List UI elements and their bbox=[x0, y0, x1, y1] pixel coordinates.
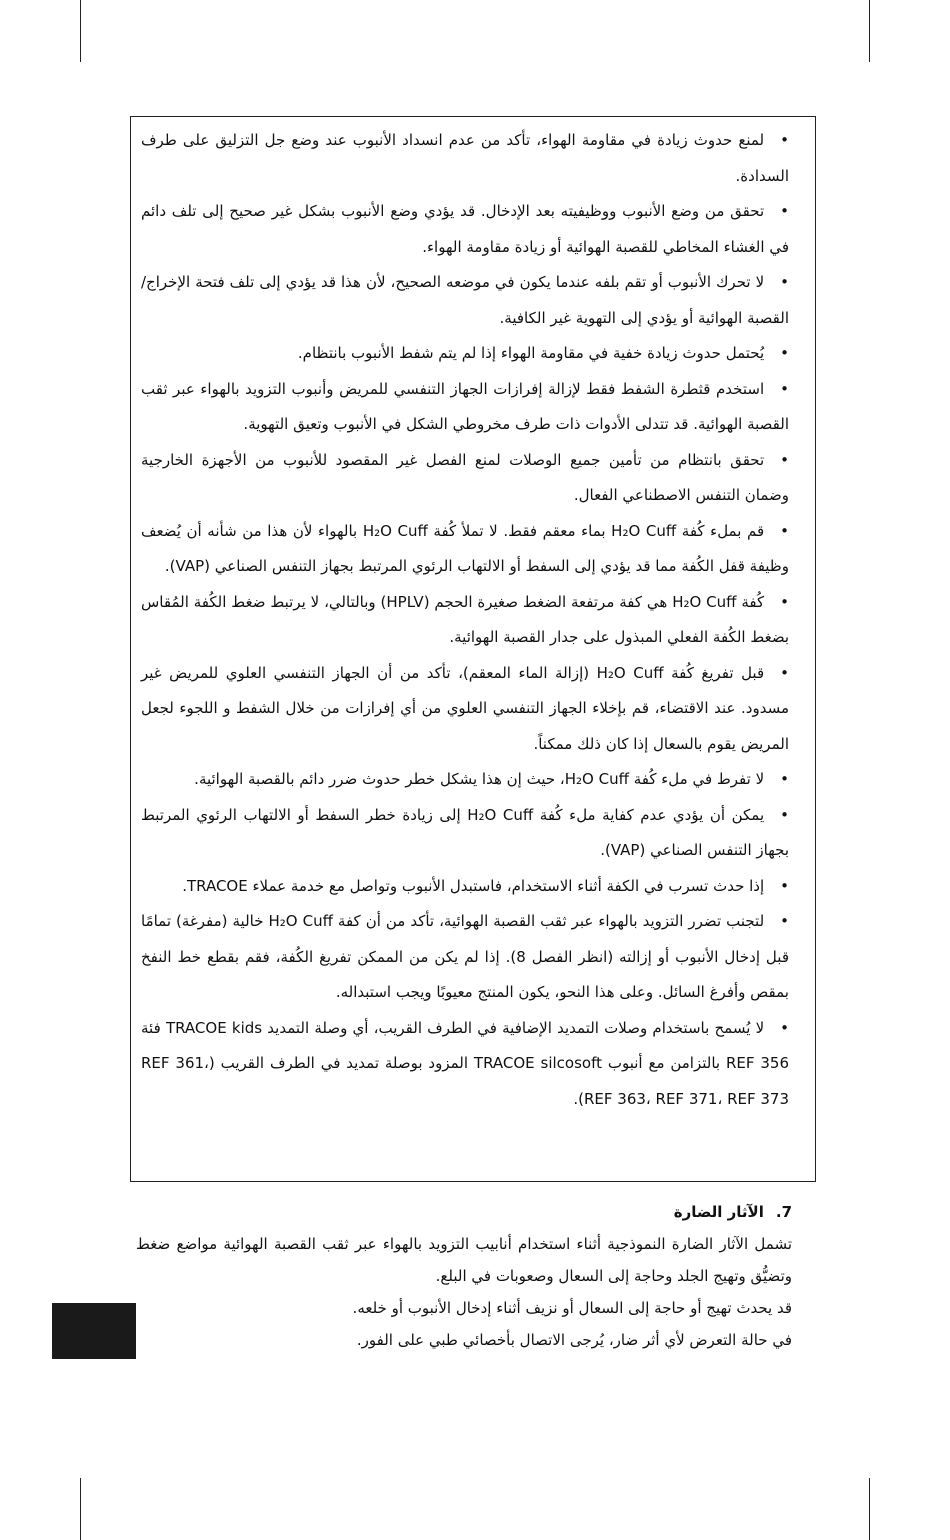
bullet-icon: • bbox=[780, 131, 789, 149]
bullet-icon: • bbox=[780, 876, 789, 895]
warning-item bbox=[141, 762, 789, 798]
bullet-icon: • bbox=[780, 1018, 789, 1037]
warning-text: يُحتمل حدوث زيادة خفية في مقاومة الهواء إذا لم يتم شفط الأنبوب بانتظام. bbox=[297, 344, 765, 362]
bullet-icon: • bbox=[780, 912, 790, 930]
section-paragraph: تشمل الآثار الضارة النموذجية أثناء استخدام أنابيب التزويد بالهواء عبر ثقب القصبة الهوائية مواضع ضغط وتضيُّق وتهيج الجلد وحاجة إلى السعال وصعوبات في البلع. bbox=[136, 1235, 792, 1285]
warning-item bbox=[141, 514, 789, 585]
warning-item bbox=[141, 904, 789, 1011]
warning-text: قم بملء كُفة H₂O Cuff بماء معقم فقط. لا تملأ كُفة H₂O Cuff بالهواء لأن هذا من شأنه أن يُضعف وظيفة قفل الكُفة مما قد يؤدي إلى السفط أو الالتهاب الرئوي المرتبط بجهاز التنفس الصناعي (VAP). bbox=[141, 521, 789, 575]
warning-text: إذا حدث تسرب في الكفة أثناء الاستخدام، فاستبدل الأنبوب وتواصل مع خدمة عملاء TRACOE. bbox=[182, 876, 765, 895]
bullet-icon: • bbox=[780, 663, 789, 682]
section-paragraph: قد يحدث تهيج أو حاجة إلى السعال أو نزيف أثناء إدخال الأنبوب أو خلعه. bbox=[352, 1299, 792, 1317]
warning-item bbox=[141, 194, 789, 265]
warning-text: لا تفرط في ملء كُفة H₂O Cuff، حيث إن هذا يشكل خطر حدوث ضرر دائم بالقصبة الهوائية. bbox=[194, 770, 765, 788]
warning-item bbox=[141, 1011, 789, 1118]
warning-text: تحقق بانتظام من تأمين جميع الوصلات لمنع الفصل غير المقصود للأنبوب من الأجهزة الخارجية وضمان التنفس الاصطناعي الفعال. bbox=[141, 450, 789, 504]
warning-text: كُفة H₂O Cuff هي كفة مرتفعة الضغط صغيرة الحجم (HPLV) وبالتالي، لا يرتبط ضغط الكُفة المُقاس بضغط الكُفة الفعلي المبذول على جدار القصبة الهوائية. bbox=[141, 592, 789, 646]
adverse-effects-section bbox=[136, 1196, 792, 1356]
crop-mark-bottom-right bbox=[869, 1478, 870, 1540]
section-paragraph: في حالة التعرض لأي أثر ضار، يُرجى الاتصال بأخصائي طبي على الفور. bbox=[356, 1331, 792, 1349]
warning-text: لا تحرك الأنبوب أو تقم بلفه عندما يكون في موضعه الصحيح، لأن هذا قد يؤدي إلى تلف فتحة الإخراج/القصبة الهوائية أو يؤدي إلى التهوية غير الكافية. bbox=[141, 273, 789, 327]
bullet-icon: • bbox=[780, 450, 789, 469]
warning-item bbox=[141, 443, 789, 514]
warning-item bbox=[141, 798, 789, 869]
bullet-icon: • bbox=[780, 379, 789, 398]
warning-item bbox=[141, 372, 789, 443]
crop-mark-top-right bbox=[869, 0, 870, 62]
page-tab-marker bbox=[52, 1303, 136, 1359]
warning-item bbox=[141, 585, 789, 656]
warning-text: لمنع حدوث زيادة في مقاومة الهواء، تأكد من عدم انسداد الأنبوب عند وضع جل التزليق على طرف السدادة. bbox=[141, 131, 789, 185]
warning-text: يمكن أن يؤدي عدم كفاية ملء كُفة H₂O Cuff إلى زيادة خطر السفط أو الالتهاب الرئوي المرتبط بجهاز التنفس الصناعي (VAP). bbox=[141, 805, 789, 859]
warning-text: لا يُسمح باستخدام وصلات التمديد الإضافية في الطرف القريب، أي وصلة التمديد TRACOE kids فئة REF 356 بالتزامن مع أنبوب TRACOE silcosoft المزود بوصلة تمديد في الطرف القريب (REF 361، REF 363، REF 371، REF 373). bbox=[141, 1018, 789, 1108]
bullet-icon: • bbox=[780, 805, 789, 824]
bullet-icon: • bbox=[780, 592, 789, 611]
bullet-icon: • bbox=[780, 770, 789, 788]
warning-text: استخدم قثطرة الشفط فقط لإزالة إفرازات الجهاز التنفسي للمريض وأنبوب التزويد بالهواء عبر ثقب القصبة الهوائية. قد تتدلى الأدوات ذات طرف مخروطي الشكل في الأنبوب وتعيق التهوية. bbox=[141, 379, 789, 433]
warning-item bbox=[141, 336, 789, 372]
warning-text: لتجنب تضرر التزويد بالهواء عبر ثقب القصبة الهوائية، تأكد من أن كفة H₂O Cuff خالية (مفرغة) تمامًا قبل إدخال الأنبوب أو إزالته (انظر الفصل 8). إذا لم يكن من الممكن تفريغ الكُفة، فقم بقطع خط النفخ بمقص وأفرغ السائل. وعلى هذا النحو، يكون المنتج معيوبًا ويجب استبداله. bbox=[141, 912, 789, 1001]
bullet-icon: • bbox=[780, 202, 789, 220]
section-number: 7. bbox=[775, 1203, 792, 1221]
crop-mark-top-left bbox=[80, 0, 81, 62]
section-title: الآثار الضارة bbox=[673, 1203, 764, 1221]
warning-item bbox=[141, 869, 789, 905]
warnings-box bbox=[130, 116, 816, 1182]
warning-item bbox=[141, 656, 789, 763]
bullet-icon: • bbox=[780, 521, 790, 540]
warning-item bbox=[141, 123, 789, 194]
bullet-icon: • bbox=[780, 273, 789, 291]
crop-mark-bottom-left bbox=[80, 1478, 81, 1540]
section-heading bbox=[136, 1196, 792, 1228]
bullet-icon: • bbox=[780, 344, 789, 362]
warning-item bbox=[141, 265, 789, 336]
warning-text: تحقق من وضع الأنبوب ووظيفيته بعد الإدخال. قد يؤدي وضع الأنبوب بشكل غير صحيح إلى تلف دائم في الغشاء المخاطي للقصبة الهوائية أو زيادة مقاومة الهواء. bbox=[141, 202, 789, 256]
warning-text: قبل تفريغ كُفة H₂O Cuff (إزالة الماء المعقم)، تأكد من أن الجهاز التنفسي العلوي للمريض غير مسدود. عند الاقتضاء، قم بإخلاء الجهاز التنفسي العلوي من أي إفرازات من خلال الشفط و اللجوء لجعل المريض يقوم بالسعال إذا كان ذلك ممكناً. bbox=[141, 663, 789, 753]
warnings-list bbox=[141, 123, 789, 1117]
